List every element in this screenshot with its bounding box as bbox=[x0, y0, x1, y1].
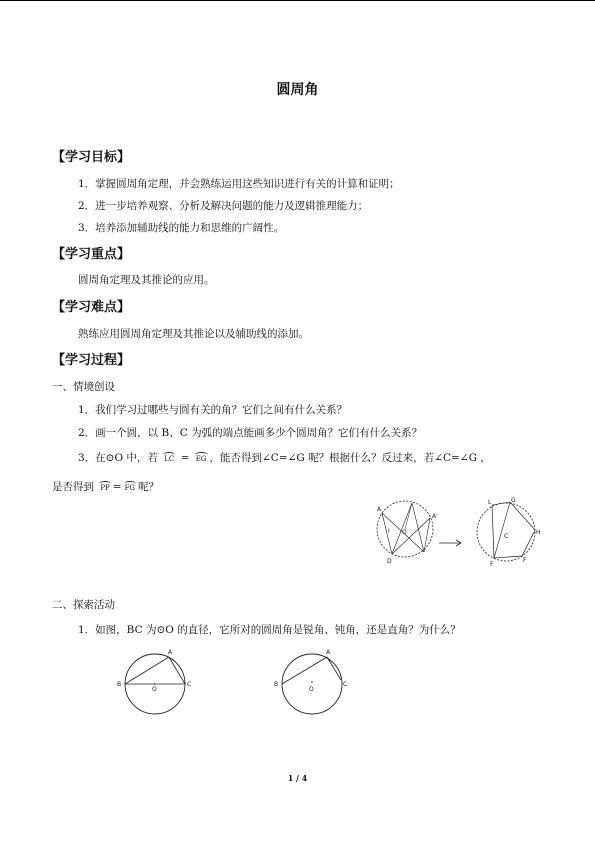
part2-question-1: 1．如图，BC 为⊙O 的直径，它所对的圆周角是锐角、钝角，还是直角？为什么？ bbox=[78, 624, 461, 636]
fig1-label: I bbox=[388, 528, 390, 535]
part1-question-2: 2．画一个圆，以 B、C 为弧的端点能画多少个圆周角？它们有什么关系？ bbox=[78, 427, 423, 439]
fig1-label: A bbox=[377, 506, 382, 513]
part1-question-3 bbox=[78, 450, 491, 465]
fig2-label: H bbox=[536, 529, 541, 536]
arrow-icon bbox=[438, 538, 464, 548]
diameter-figure-left bbox=[116, 646, 200, 718]
key-points-text: 圆周角定理及其推论的应用。 bbox=[78, 274, 215, 286]
arc-symbol: EG bbox=[195, 455, 207, 463]
fig3-label: O bbox=[152, 686, 157, 693]
q3-equals: = bbox=[180, 452, 190, 464]
fig4-label: A bbox=[326, 649, 331, 656]
part1-title: 一、情境创设 bbox=[52, 381, 115, 393]
goal-item-2: 2．进一步培养观察、分析及解决问题的能力及逻辑推理能力； bbox=[78, 200, 369, 212]
fig4-label: O bbox=[309, 686, 314, 693]
fig3-label: C bbox=[187, 681, 192, 688]
section-heading-key-points: 【学习重点】 bbox=[52, 247, 131, 262]
arc-symbol: PP bbox=[100, 484, 110, 492]
page-title: 圆周角 bbox=[276, 82, 319, 98]
part2-title: 二、探索活动 bbox=[52, 599, 115, 611]
diameter-figure-right bbox=[272, 646, 356, 718]
fig4-label: C bbox=[343, 681, 348, 688]
fig3-label: B bbox=[117, 681, 122, 688]
q3-text-a: 3．在⊙O 中，若 bbox=[78, 452, 158, 464]
fig2-label: L bbox=[488, 499, 492, 506]
fig3-label: A bbox=[168, 649, 173, 656]
inscribed-quad-figure bbox=[472, 496, 542, 568]
part1-question-1: 1．我们学习过哪些与圆有关的角？它们之间有什么关系？ bbox=[78, 404, 348, 416]
goal-item-3: 3．培养添加辅助线的能力和思维的广阔性。 bbox=[78, 222, 285, 234]
fig2-label: C bbox=[504, 533, 509, 540]
q3-equals-2: = bbox=[112, 481, 122, 493]
fig1-label: O bbox=[402, 529, 407, 536]
fig2-label: F bbox=[490, 561, 494, 568]
arc-symbol: LC bbox=[164, 455, 175, 463]
fig2-label: F bbox=[523, 557, 527, 564]
goal-item-1: 1．掌握圆周角定理，并会熟练运用这些知识进行有关的计算和证明； bbox=[78, 178, 400, 190]
inscribed-angles-figure bbox=[372, 496, 442, 566]
section-heading-difficulties: 【学习难点】 bbox=[52, 300, 131, 315]
q3-text-d: 呢？ bbox=[138, 481, 160, 493]
page-number: 1 / 4 bbox=[287, 773, 308, 783]
q3-text-c: 是否得到 bbox=[52, 481, 94, 493]
header-rule bbox=[0, 0, 595, 1]
difficulties-text: 熟练应用圆周角定理及其推论以及辅助线的添加。 bbox=[78, 328, 309, 340]
fig1-label: A' bbox=[432, 513, 438, 520]
part1-question-3-cont bbox=[52, 479, 159, 494]
fig1-label: D bbox=[387, 558, 392, 565]
section-heading-goals: 【学习目标】 bbox=[52, 150, 131, 165]
q3-text-b: ，能否得到∠C=∠G 呢？根据什么？反过来，若∠C=∠G ， bbox=[209, 452, 491, 464]
fig4-label: B bbox=[274, 681, 279, 688]
section-heading-process: 【学习过程】 bbox=[52, 353, 131, 368]
fig2-label: G bbox=[511, 497, 516, 504]
arc-symbol: FG bbox=[124, 484, 136, 492]
